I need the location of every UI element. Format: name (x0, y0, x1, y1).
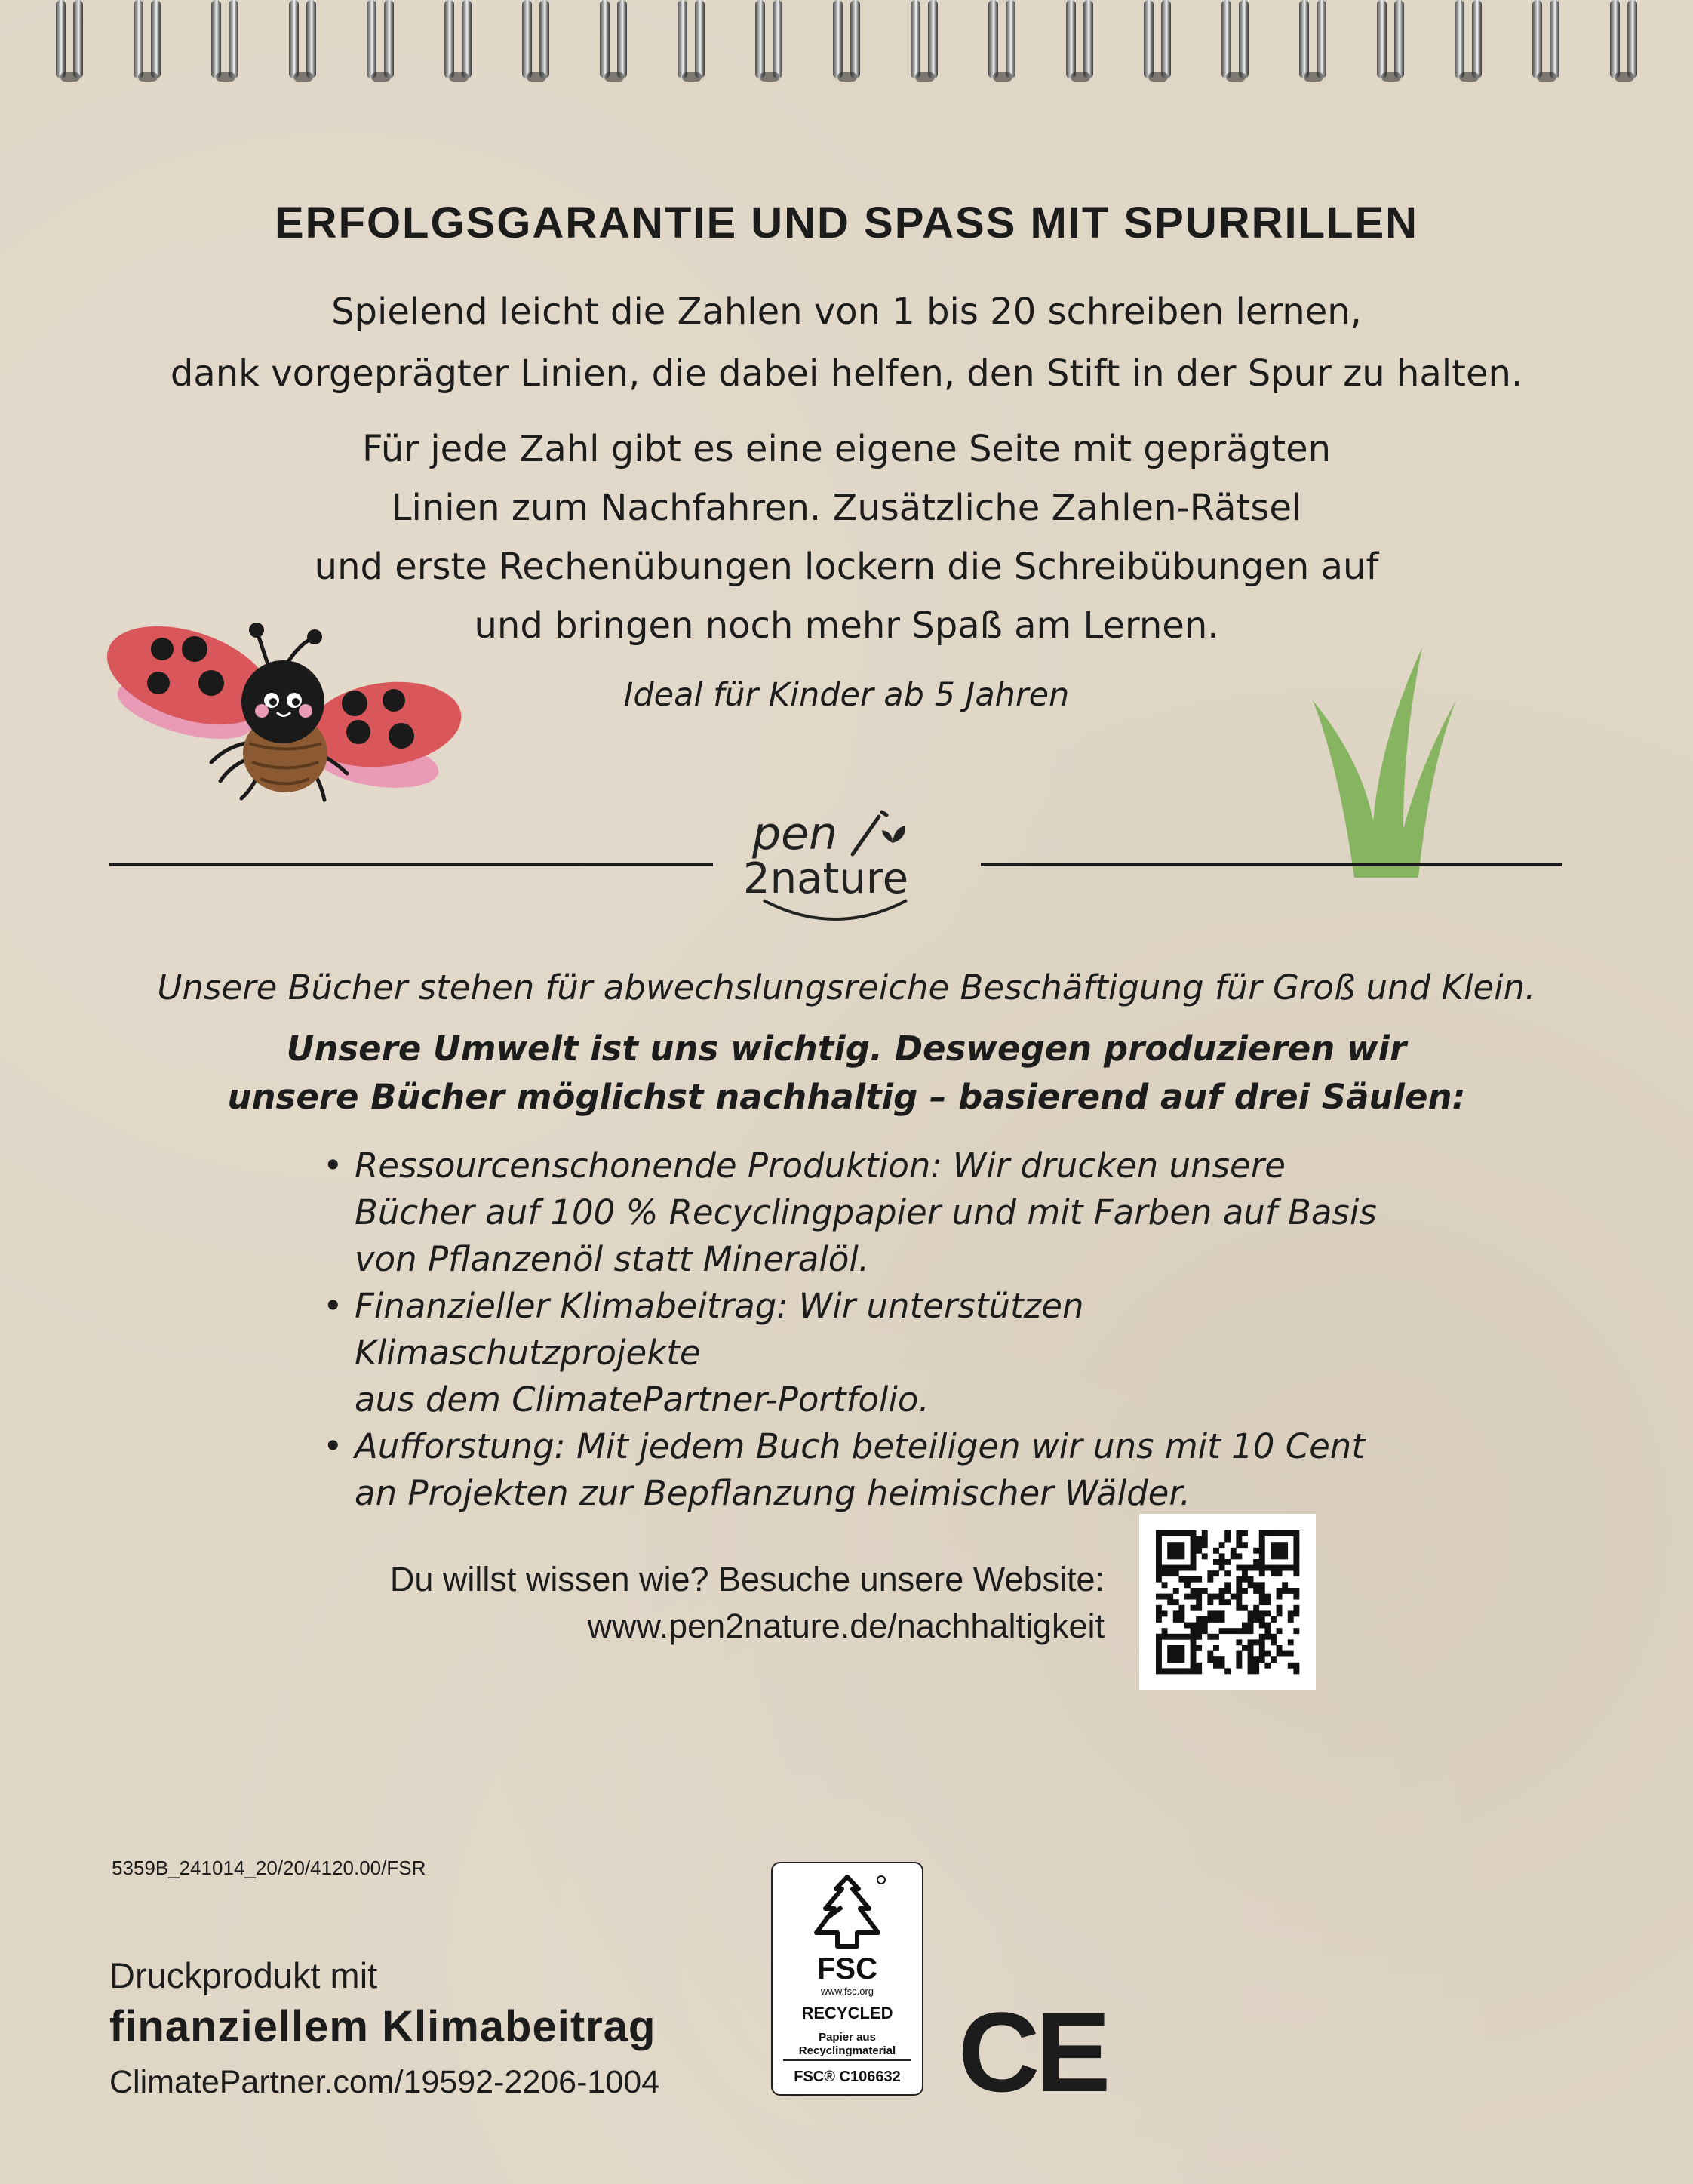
list-item-line: aus dem ClimatePartner-Portfolio. (355, 1380, 929, 1420)
qr-code-icon (1139, 1514, 1316, 1690)
spiral-coil (1298, 0, 1331, 85)
list-item-line: von Pflanzenöl statt Mineralöl. (355, 1239, 870, 1279)
divider-right (981, 863, 1562, 866)
ce-mark: CE (958, 1989, 1107, 2115)
fsc-code: FSC® C106632 (794, 2069, 901, 2085)
age-recommendation: Ideal für Kinder ab 5 Jahren (623, 676, 1070, 714)
spiral-coil (365, 0, 398, 85)
list-item-line: Aufforstung: Mit jedem Buch beteiligen wir uns mit 10 Cent (355, 1426, 1365, 1466)
fsc-divider (783, 2059, 911, 2061)
list-item (323, 1143, 1379, 1283)
spiral-coil (987, 0, 1020, 85)
fsc-description (773, 2031, 922, 2058)
spiral-coil (1609, 0, 1642, 85)
bullet-icon: • (323, 1286, 343, 1326)
fsc-label (771, 1862, 923, 2096)
description-line: und erste Rechenübungen lockern die Schreibübungen auf (314, 546, 1379, 588)
print-note-line1: Druckprodukt mit (109, 1955, 378, 1995)
ladybug-illustration (106, 619, 475, 823)
spiral-coil (210, 0, 243, 85)
mission-statement (0, 1025, 1693, 1121)
qr-code[interactable] (1139, 1514, 1316, 1690)
product-code: 5359B_241014_20/20/4120.00/FSR (112, 1856, 426, 1879)
spiral-coil (521, 0, 554, 85)
spiral-coil (1531, 0, 1564, 85)
description-line: und bringen noch mehr Spaß am Lernen. (474, 604, 1219, 647)
list-item (323, 1423, 1379, 1517)
fsc-description-line: Papier aus (819, 2031, 876, 2044)
list-item-line: Bücher auf 100 % Recyclingpapier und mit Farben auf Basis (355, 1192, 1377, 1232)
brand-logo (743, 807, 969, 928)
list-item-line: Ressourcenschonende Produktion: Wir drucken unsere (355, 1146, 1286, 1186)
intro-line: Spielend leicht die Zahlen von 1 bis 20 schreiben lernen, (331, 291, 1362, 333)
spiral-coil (676, 0, 709, 85)
grass-illustration (1309, 648, 1460, 881)
logo-pen: pen (752, 807, 838, 860)
spiral-coil (1065, 0, 1098, 85)
pillars-list (323, 1143, 1379, 1517)
bullet-icon: • (323, 1146, 343, 1186)
intro-text (0, 281, 1693, 405)
logo-swoosh (760, 897, 911, 927)
mission-line: Unsere Umwelt ist uns wichtig. Deswegen produzieren wir (286, 1029, 1407, 1069)
spiral-coil (754, 0, 787, 85)
divider-left (109, 863, 713, 866)
spiral-binding (0, 0, 1693, 91)
intro-line: dank vorgeprägter Linien, die dabei helfen, den Stift in der Spur zu halten. (170, 352, 1523, 395)
spiral-coil (1142, 0, 1175, 85)
bullet-icon: • (323, 1426, 343, 1466)
mission-line: unsere Bücher möglichst nachhaltig – basierend auf drei Säulen: (227, 1077, 1466, 1117)
fsc-recycled-label: RECYCLED (801, 2004, 893, 2023)
logo-2nature: 2nature (743, 854, 909, 903)
spiral-coil (54, 0, 88, 85)
description-line: Linien zum Nachfahren. Zusätzliche Zahlen-Rätsel (391, 487, 1302, 529)
spiral-coil (831, 0, 865, 85)
description-line: Für jede Zahl gibt es eine eigene Seite mit geprägten (361, 428, 1332, 470)
website-callout (390, 1556, 1105, 1650)
spiral-coil (1220, 0, 1253, 85)
website-link[interactable]: www.pen2nature.de/nachhaltigkeit (587, 1607, 1105, 1645)
spiral-coil (132, 0, 165, 85)
headline: ERFOLGSGARANTIE UND SPASS MIT SPURRILLEN (274, 198, 1419, 248)
spiral-coil (909, 0, 942, 85)
website-prompt: Du willst wissen wie? Besuche unsere Website: (389, 1560, 1105, 1598)
spiral-coil (287, 0, 321, 85)
list-item-line: an Projekten zur Bepflanzung heimischer Wälder. (355, 1473, 1191, 1513)
spiral-coil (443, 0, 476, 85)
spiral-coil (1453, 0, 1486, 85)
fsc-tree-icon (803, 1872, 892, 1951)
spiral-coil (598, 0, 631, 85)
list-item-line: Finanzieller Klimabeitrag: Wir unterstützen Klimaschutzprojekte (355, 1286, 1084, 1373)
spiral-coil (1375, 0, 1409, 85)
brand-claim: Unsere Bücher stehen für abwechslungsreiche Beschäftigung für Groß und Klein. (157, 967, 1536, 1007)
fsc-url: www.fsc.org (820, 1986, 874, 1997)
fsc-name: FSC (817, 1952, 877, 1986)
fsc-description-line: Recyclingmaterial (798, 2044, 896, 2057)
print-note-line2: finanziellem Klimabeitrag (109, 2002, 656, 2051)
pencil-leaf-icon (849, 809, 917, 862)
list-item (323, 1283, 1379, 1423)
climate-partner-link[interactable]: ClimatePartner.com/19592-2206-1004 (109, 2064, 660, 2100)
